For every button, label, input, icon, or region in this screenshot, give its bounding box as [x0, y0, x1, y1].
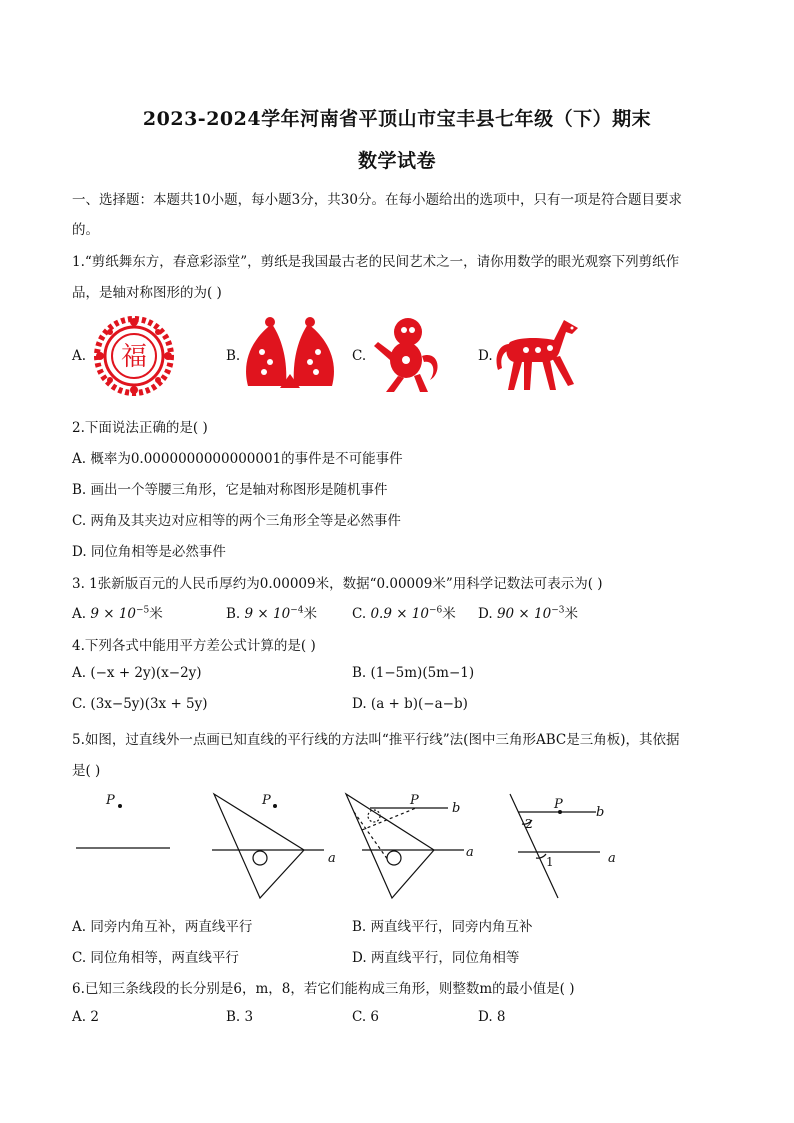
q1-stem-line2: 品，是轴对称图形的为( ): [72, 285, 222, 301]
q4-option-a: A. (−x + 2y)(x−2y): [72, 665, 202, 681]
papercut-horse-image: [492, 314, 584, 394]
fig-p-label-2: P: [262, 793, 271, 808]
q3-option-c: C. $0.9 \times 10^{-6}$米: [352, 605, 456, 622]
q3-option-b: B. $9 \times 10^{-4}$米: [226, 605, 317, 622]
q2-stem: 2.下面说法正确的是( ): [72, 420, 208, 436]
q5-option-d: D. 两直线平行，同位角相等: [352, 950, 520, 966]
fig-a-label-2: a: [328, 851, 336, 866]
svg-text:福: 福: [120, 342, 148, 372]
q4-option-b: B. (1−5m)(5m−1): [352, 665, 475, 681]
fig-angle-2-label: 2: [525, 817, 533, 831]
fig-a-label-4: a: [608, 851, 616, 866]
q5-option-a: A. 同旁内角互补，两直线平行: [72, 919, 253, 935]
fig-p-label-3: P: [410, 793, 419, 808]
section-intro-line2: 的。: [72, 222, 99, 238]
papercut-monkey-image: [368, 316, 444, 394]
fig-b-label-4: b: [596, 805, 605, 820]
q2-option-c: C. 两角及其夹边对应相等的两个三角形全等是必然事件: [72, 513, 401, 529]
q6-option-b: B. 3: [226, 1009, 254, 1025]
q6-option-d: D. 8: [478, 1009, 506, 1025]
q5-option-c: C. 同位角相等，两直线平行: [72, 950, 239, 966]
q3-option-a: A. $9 \times 10^{-5}$米: [72, 605, 163, 622]
q2-option-a: A. 概率为0.0000000000000001的事件是不可能事件: [72, 451, 403, 467]
q1-option-d-label: D.: [478, 348, 493, 364]
exam-title-line1: 2023-2024学年河南省平顶山市宝丰县七年级（下）期末: [142, 108, 652, 130]
fig-angle-1-label: 1: [546, 855, 554, 869]
q1-stem-line1: 1.“剪纸舞东方，春意彩添堂”，剪纸是我国最古老的民间艺术之一，请你用数学的眼光观察下列剪纸作: [72, 254, 680, 270]
q4-stem: 4.下列各式中能用平方差公式计算的是( ): [72, 638, 316, 654]
q5-option-b: B. 两直线平行，同旁内角互补: [352, 919, 533, 935]
fig-a-label-3: a: [466, 845, 474, 860]
q3-option-d: D. $90 \times 10^{-3}$米: [478, 605, 578, 622]
q4-option-d: D. (a + b)(−a−b): [352, 696, 468, 712]
q1-option-b-label: B.: [226, 348, 241, 364]
exam-title-line2: 数学试卷: [357, 150, 436, 172]
q2-option-b: B. 画出一个等腰三角形，它是轴对称图形是随机事件: [72, 482, 388, 498]
q2-option-d: D. 同位角相等是必然事件: [72, 544, 226, 560]
q1-option-a-label: A.: [72, 348, 87, 364]
fig-p-label-4: P: [554, 797, 563, 812]
q5-stem-line1: 5.如图，过直线外一点画已知直线的平行线的方法叫“推平行线”法(图中三角形ABC是三角板)，其依据: [72, 732, 680, 748]
q5-stem-line2: 是( ): [72, 763, 101, 779]
q6-stem: 6.已知三条线段的长分别是6，m，8，若它们能构成三角形，则整数m的最小值是( ): [72, 981, 575, 997]
q1-option-c-label: C.: [352, 348, 367, 364]
q3-stem: 3. 1张新版百元的人民币厚约为0.00009米，数据“0.00009米”用科学记数法可表示为( ): [72, 576, 603, 592]
q6-option-a: A. 2: [72, 1009, 99, 1025]
papercut-fish-image: [240, 316, 340, 392]
q5-figure: [70, 788, 630, 900]
q6-option-c: C. 6: [352, 1009, 380, 1025]
section-intro-line1: 一、选择题：本题共10小题，每小题3分，共30分。在每小题给出的选项中，只有一项是符合题目要求: [72, 192, 682, 208]
fig-b-label-3: b: [452, 801, 461, 816]
q4-option-c: C. (3x−5y)(3x + 5y): [72, 696, 208, 712]
fig-p-label-1: P: [106, 793, 115, 808]
papercut-fu-image: [86, 316, 182, 396]
